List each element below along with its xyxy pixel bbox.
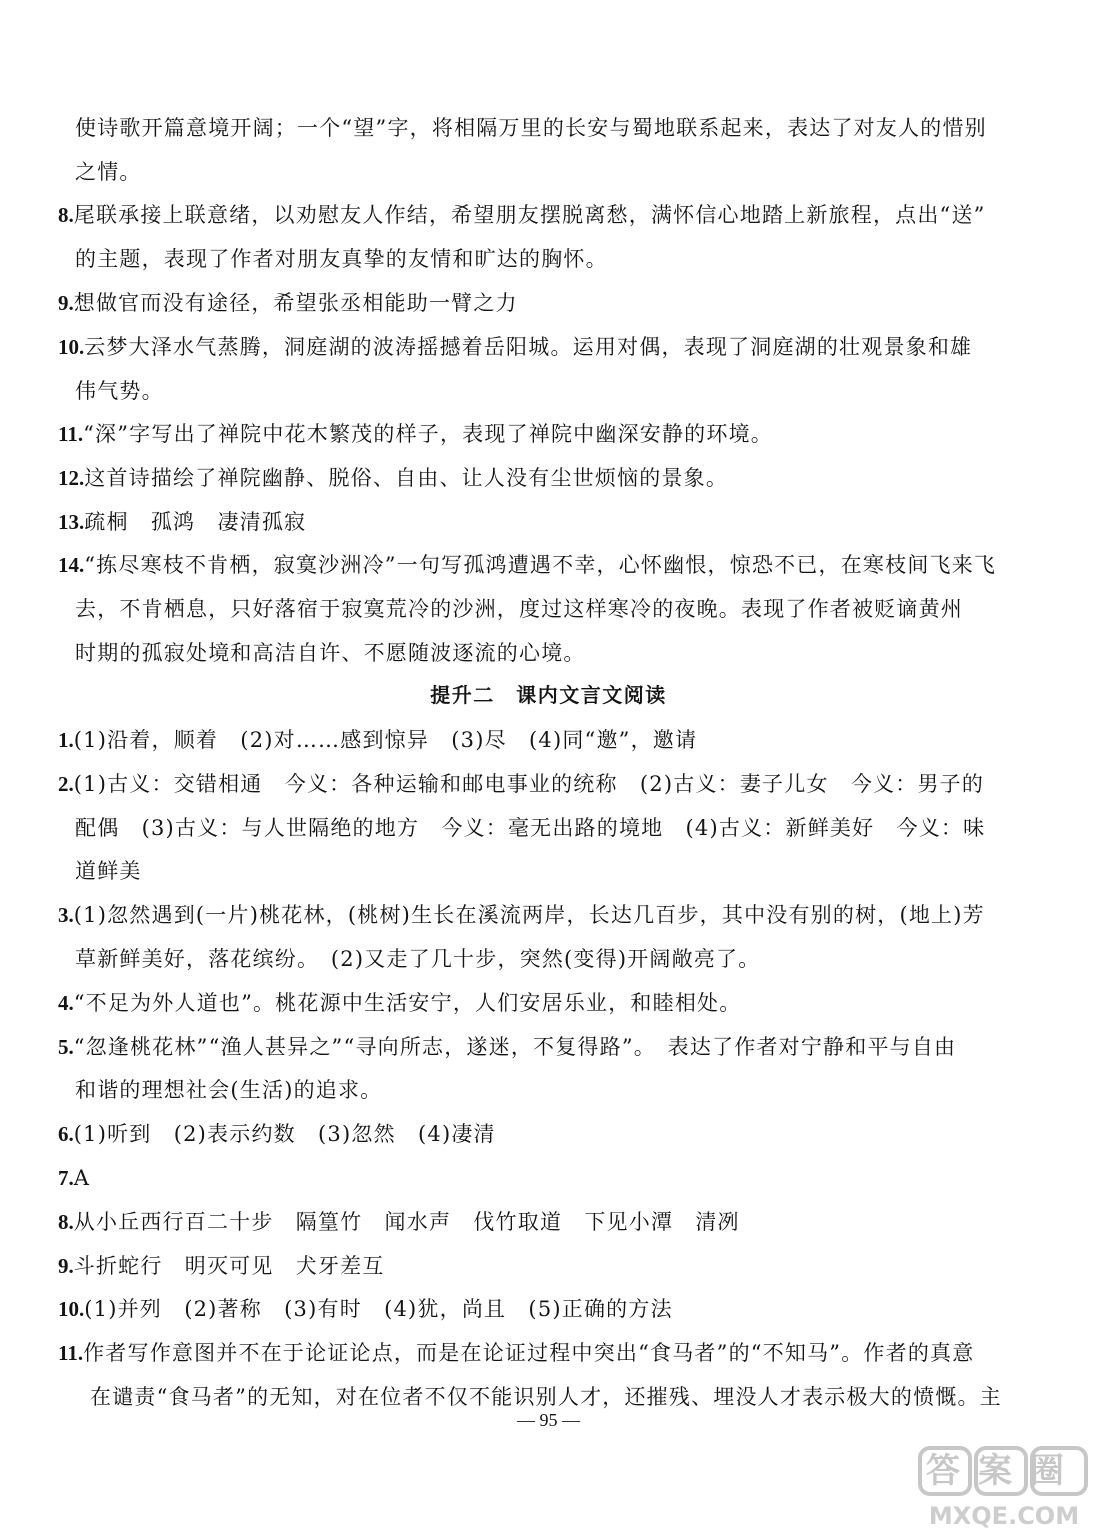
answer-item: 1.(1)沿着，顺着 (2)对……感到惊异 (3)尽 (4)同“邀”，邀请: [58, 728, 698, 752]
answer-item: 9.想做官而没有途径，希望张丞相能助一臂之力: [58, 291, 518, 315]
text-line: 伟气势。: [75, 379, 164, 403]
answer-item: 13.疏桐 孤鸿 凄清孤寂: [58, 510, 307, 534]
answer-item: 4.“不足为外人道也”。桃花源中生活安宁，人们安居乐业，和睦相处。: [58, 991, 742, 1015]
answer-item: 12.这首诗描绘了禅院幽静、脱俗、自由、让人没有尘世烦恼的景象。: [58, 466, 729, 490]
answer-item: 8.从小丘西行百二十步 隔篁竹 闻水声 伐竹取道 下见小潭 清冽: [58, 1210, 740, 1234]
text-line: 使诗歌开篇意境开阔；一个“望”字，将相隔万里的长安与蜀地联系起来，表达了对友人的惜别: [75, 116, 987, 140]
section-heading: 提升二 课内文言文阅读: [430, 683, 667, 707]
answer-item: 10.云梦大泽水气蒸腾，洞庭湖的波涛摇撼着岳阳城。运用对偶，表现了洞庭湖的壮观景象和雄: [58, 335, 973, 359]
text-line: 时期的孤寂处境和高洁自许、不愿随波逐流的心境。: [75, 641, 586, 665]
answer-item: 10.(1)并列 (2)著称 (3)有时 (4)犹，尚且 (5)正确的方法: [58, 1297, 673, 1321]
watermark-text-cn: 答案圈: [926, 1451, 1082, 1491]
answer-item: 7.A: [58, 1166, 91, 1190]
text-line: 去，不肯栖息，只好落宿于寂寞荒冷的沙洲，度过这样寒冷的夜晚。表现了作者被贬谪黄州: [75, 597, 963, 621]
answer-item: 2.(1)古义：交错相通 今义：各种运输和邮电事业的统称 (2)古义：妻子儿女 今义：男子的: [58, 772, 985, 796]
answer-item: 11.“深”字写出了禅院中花木繁茂的样子，表现了禅院中幽深安静的环境。: [58, 422, 773, 446]
text-line: 和谐的理想社会(生活)的追求。: [75, 1078, 383, 1102]
answer-item: 14.“拣尽寒枝不肯栖，寂寞沙洲冷”一句写孤鸿遭遇不幸，心怀幽恨，惊恐不已，在寒枝间飞来飞: [58, 553, 997, 577]
text-line: 在谴责“食马者”的无知，对在位者不仅不能识别人才，还摧残、埋没人才表示极大的愤慨。主: [90, 1385, 1002, 1409]
text-line: 道鲜美: [75, 859, 142, 883]
text-line: 的主题，表现了作者对朋友真挚的友情和旷达的胸怀。: [75, 247, 608, 271]
answer-item: 8.尾联承接上联意绪，以劝慰友人作结，希望朋友摆脱离愁，满怀信心地踏上新旅程，点出“送”: [58, 203, 986, 227]
answer-item: 11.作者写作意图并不在于论证论点，而是在论证过程中突出“食马者”的“不知马”。作者的真意: [58, 1341, 975, 1365]
watermark-logo: [918, 1446, 1090, 1532]
answer-item: 9.斗折蛇行 明灭可见 犬牙差互: [58, 1254, 385, 1278]
watermark-text-url: MXQE.COM: [928, 1502, 1080, 1530]
text-line: 草新鲜美好，落花缤纷。 (2)又走了几十步，突然(变得)开阔敞亮了。: [75, 947, 761, 971]
answer-item: 5.“忽逢桃花林”“渔人甚异之”“寻向所志，遂迷，不复得路”。 表达了作者对宁静和平与自由: [58, 1035, 957, 1059]
answer-item: 6.(1)听到 (2)表示约数 (3)忽然 (4)凄清: [58, 1122, 496, 1146]
page-number: — 95 —: [517, 1410, 580, 1430]
text-line: 之情。: [75, 160, 142, 184]
text-line: 配偶 (3)古义：与人世隔绝的地方 今义：毫无出路的境地 (4)古义：新鲜美好 今义：味: [75, 816, 986, 840]
answer-item: 3.(1)忽然遇到(一片)桃花林，(桃树)生长在溪流两岸，长达几百步，其中没有别的树，(地上)芳: [58, 903, 985, 927]
